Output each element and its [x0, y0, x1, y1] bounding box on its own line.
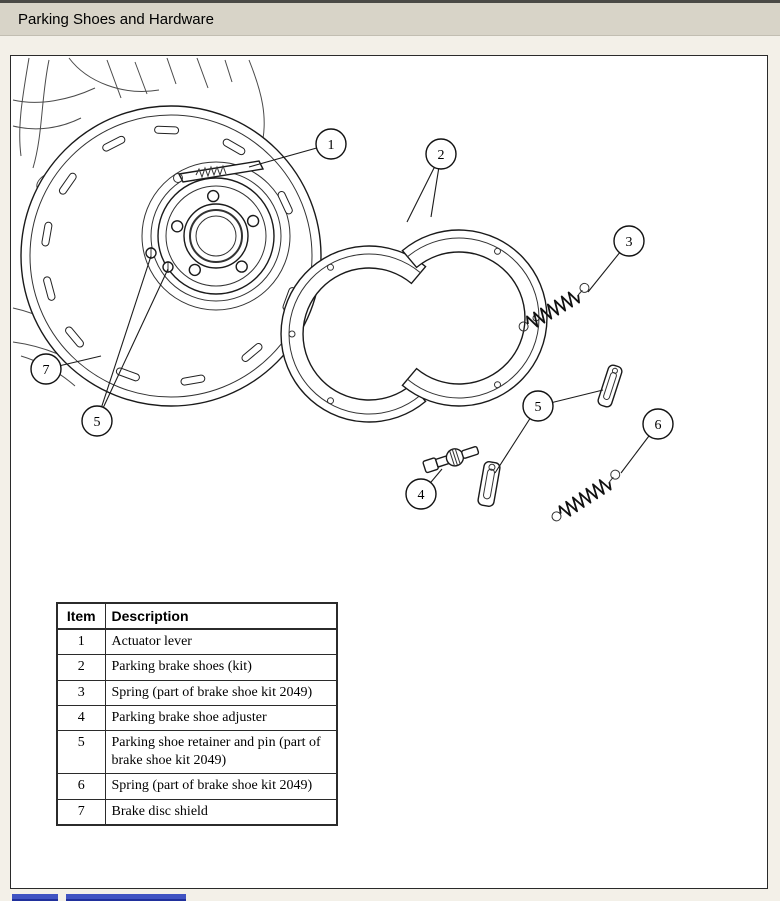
svg-text:5: 5 — [93, 415, 101, 430]
callout-5-right — [523, 391, 553, 421]
item-description: Brake disc shield — [105, 799, 337, 825]
item-description: Spring (part of brake shoe kit 2049) — [105, 680, 337, 705]
item-number: 5 — [57, 730, 105, 773]
item-number: 6 — [57, 774, 105, 799]
svg-text:4: 4 — [417, 488, 425, 503]
parts-table — [56, 602, 338, 826]
svg-text:2: 2 — [437, 148, 445, 163]
callout-2 — [426, 139, 456, 169]
table-header-description: Description — [105, 603, 337, 629]
table-row — [57, 705, 337, 730]
svg-text:6: 6 — [654, 418, 662, 433]
callout-4 — [406, 479, 436, 509]
shoe-retainer-lower — [477, 461, 500, 507]
brake-shoe-adjuster — [422, 442, 481, 475]
item-number: 4 — [57, 705, 105, 730]
parts-diagram — [11, 56, 767, 598]
shoe-retainer-upper — [597, 364, 623, 408]
table-row — [57, 629, 337, 655]
callout-5-left — [82, 406, 112, 436]
page-title: Parking Shoes and Hardware — [18, 10, 214, 28]
content-panel — [10, 55, 768, 889]
table-row — [57, 655, 337, 680]
table-row — [57, 730, 337, 773]
item-number: 1 — [57, 629, 105, 655]
title-bar — [0, 0, 780, 36]
callout-3 — [614, 226, 644, 256]
item-description: Actuator lever — [105, 629, 337, 655]
hub-assembly — [158, 178, 274, 294]
callout-6 — [643, 409, 673, 439]
svg-text:1: 1 — [327, 138, 335, 153]
svg-text:7: 7 — [42, 363, 50, 378]
table-header-row — [57, 603, 337, 629]
item-number: 3 — [57, 680, 105, 705]
item-description: Spring (part of brake shoe kit 2049) — [105, 774, 337, 799]
svg-text:5: 5 — [534, 400, 542, 415]
item-description: Parking brake shoes (kit) — [105, 655, 337, 680]
svg-text:3: 3 — [625, 235, 633, 250]
callout-7 — [31, 354, 61, 384]
item-number: 2 — [57, 655, 105, 680]
spring-6 — [549, 468, 625, 524]
table-row — [57, 799, 337, 825]
footer-link[interactable] — [12, 894, 58, 901]
footer-link[interactable] — [66, 894, 186, 901]
table-row — [57, 774, 337, 799]
callout-1 — [316, 129, 346, 159]
item-description: Parking shoe retainer and pin (part of brake shoe kit 2049) — [105, 730, 337, 773]
item-description: Parking brake shoe adjuster — [105, 705, 337, 730]
table-row — [57, 680, 337, 705]
item-number: 7 — [57, 799, 105, 825]
table-header-item: Item — [57, 603, 105, 629]
